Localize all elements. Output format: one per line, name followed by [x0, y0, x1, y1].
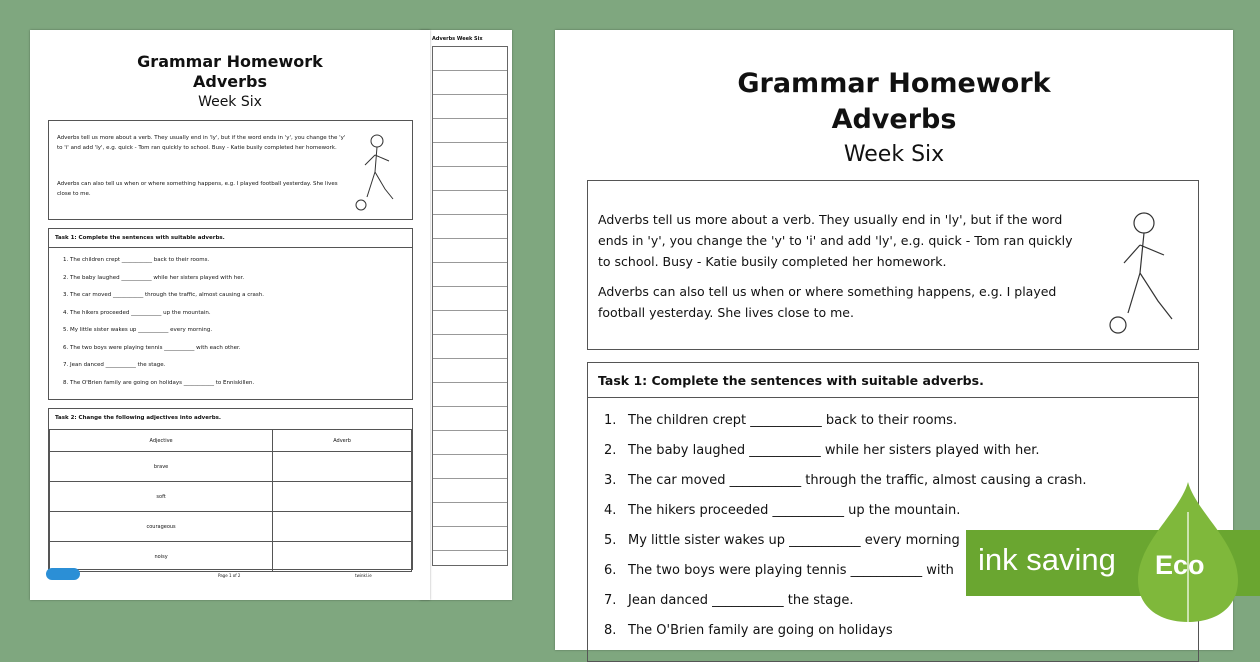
small-task1-heading: Task 1: Complete the sentences with suitable adverbs.: [55, 235, 225, 241]
large-sentence: 1. The children crept ___________ back to their rooms.: [604, 413, 958, 428]
footballer-illustration: [1098, 201, 1198, 346]
small-title-line2: Adverbs: [193, 72, 267, 91]
small-footer-page: Page 1 of 2: [218, 573, 241, 578]
small-sentence: 4. The hikers proceeded ___________ up the mountain.: [63, 309, 211, 316]
small-sentence: 3. The car moved ___________ through the traffic, almost causing a crash.: [63, 292, 265, 298]
large-sentence: 2. The baby laughed ___________ while her sisters played with her.: [604, 443, 1040, 458]
large-week: Week Six: [843, 142, 945, 167]
adjective-cell: courageous: [50, 512, 273, 542]
small-task1-box: [48, 228, 413, 400]
small-task2-heading: Task 2: Change the following adjectives into adverbs.: [55, 415, 221, 421]
eco-label: Eco: [1155, 550, 1205, 580]
large-sentence: 8. The O'Brien family are going on holidays: [604, 623, 893, 638]
adjective-cell: soft: [50, 482, 273, 512]
small-sentence: 8. The O'Brien family are going on holidays ___________ to Enniskillen.: [63, 379, 255, 386]
adjective-table: [49, 429, 412, 572]
large-sentence: 4. The hikers proceeded ___________ up the mountain.: [604, 503, 961, 518]
adjective-cell: noisy: [50, 542, 273, 572]
back-worksheet-page: [420, 30, 512, 600]
small-sentence: 5. My little sister wakes up ___________ every morning.: [63, 327, 213, 333]
small-sentence-list: [63, 257, 264, 397]
large-title-line1: Grammar Homework: [737, 68, 1051, 99]
large-task1-box: [587, 362, 1199, 662]
back-answer-lines: [432, 46, 508, 566]
adverb-answer-cell: [273, 482, 412, 512]
small-footer-brand: twinkl.ie: [355, 573, 372, 578]
eco-leaf-icon: [1138, 482, 1238, 630]
small-intro-p1: Adverbs tell us more about a verb. They usually end in 'ly', but if the word ends in 'y', you change the 'y' to 'i' and add 'ly', e.g. quick - Tom ran quickly to school. Busy - Katie busily completed her homework.: [57, 135, 346, 151]
large-task1-heading: Task 1: Complete the sentences with suitable adverbs.: [598, 373, 984, 388]
adjective-cell: brave: [50, 452, 273, 482]
ink-saving-label: ink saving: [978, 542, 1116, 577]
large-sentence: 3. The car moved ___________ through the traffic, almost causing a crash.: [604, 473, 1087, 488]
adverb-answer-cell: [273, 512, 412, 542]
large-sentence: 5. My little sister wakes up ___________ every morning: [604, 533, 960, 548]
small-intro-p2: Adverbs can also tell us when or where something happens, e.g. I played football yesterday. She lives close to me.: [57, 181, 338, 197]
large-intro-p2: Adverbs can also tell us when or where something happens, e.g. I played football yesterday. She lives close to me.: [598, 284, 1057, 320]
adverb-answer-cell: [273, 542, 412, 572]
table-header-adjective: Adjective: [50, 430, 273, 452]
small-title-line1: Grammar Homework: [137, 52, 323, 71]
large-intro-p1: Adverbs tell us more about a verb. They usually end in 'ly', but if the word ends in 'y', you change the 'y' to 'i' and add 'ly', e.g. quick - Tom ran quickly to school. Busy - Katie busily completed her homework.: [598, 212, 1073, 269]
large-sentence: 7. Jean danced ___________ the stage.: [604, 593, 854, 608]
back-page-heading: Adverbs Week Six: [432, 36, 483, 42]
small-week: Week Six: [198, 94, 262, 110]
worksheet-preview-small: [30, 30, 430, 600]
small-sentence: 2. The baby laughed ___________ while her sisters played with her.: [63, 274, 245, 281]
small-sentence: 1. The children crept ___________ back to their rooms.: [63, 257, 210, 263]
small-sentence: 7. Jean danced ___________ the stage.: [63, 362, 166, 368]
adverb-answer-cell: [273, 452, 412, 482]
twinkl-logo: [46, 568, 80, 580]
large-intro-box: [587, 180, 1199, 350]
large-sentence: 6. The two boys were playing tennis ___________ with: [604, 563, 954, 578]
small-sentence: 6. The two boys were playing tennis ___________ with each other.: [63, 344, 241, 351]
small-intro-box: [48, 120, 413, 220]
table-header-adverb: Adverb: [273, 430, 412, 452]
large-title-line2: Adverbs: [831, 104, 957, 135]
small-task2-box: [48, 408, 413, 570]
footballer-illustration: [349, 127, 409, 217]
